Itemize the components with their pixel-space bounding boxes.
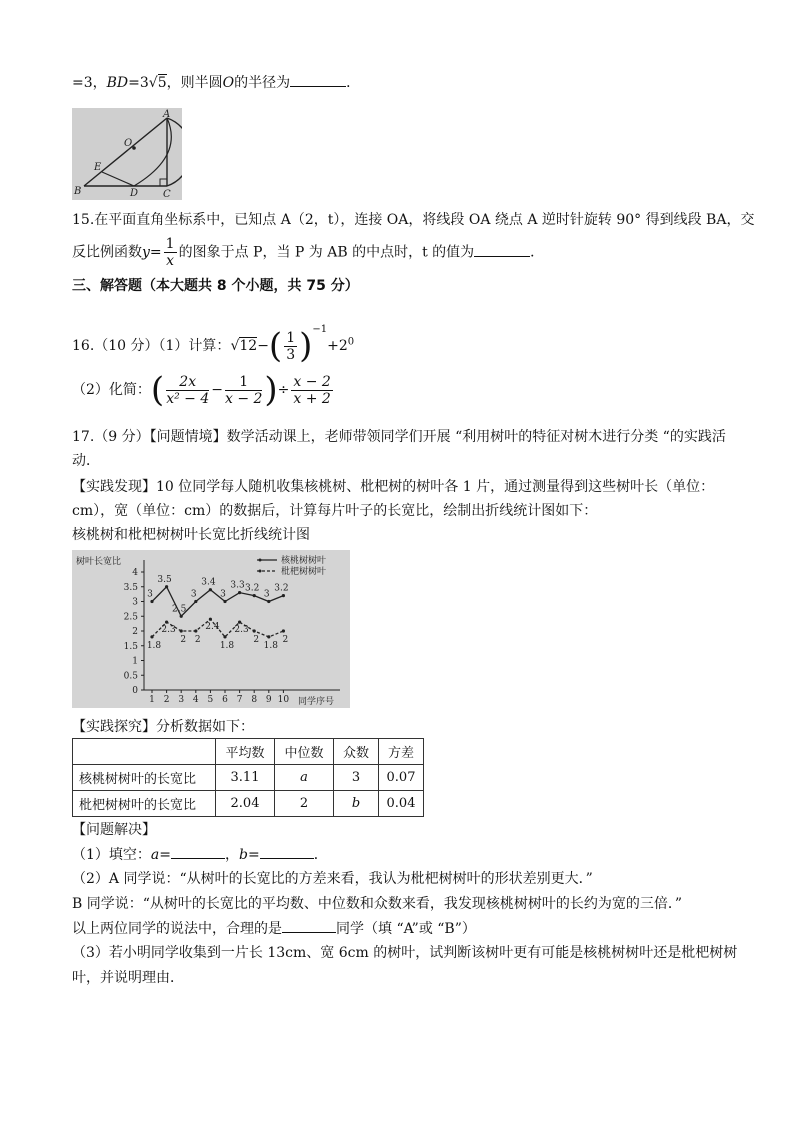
data-label: 2 bbox=[253, 635, 260, 645]
data-label: 2.3 bbox=[161, 625, 176, 636]
data-point bbox=[238, 591, 241, 594]
q17-p1-a: a bbox=[150, 847, 160, 863]
y-tick-label: 3 bbox=[132, 597, 138, 608]
y-tick-label: 4 bbox=[132, 568, 138, 578]
table-cell: a bbox=[275, 765, 334, 791]
q16-part2-label: （2）化简： bbox=[72, 382, 151, 398]
q17-explore: 【实践探究】分析数据如下： bbox=[72, 719, 254, 735]
q17-p3-line1: （3）若小明同学收集到一片长 13cm、宽 6cm 的树叶，试判断该树叶更有可能是核桃树树叶还是枇杷树树 bbox=[72, 945, 738, 961]
q16-div: ÷ bbox=[277, 382, 290, 398]
label-d: D bbox=[130, 188, 139, 199]
q15-period: ． bbox=[530, 244, 545, 261]
q14-bd: BD bbox=[106, 75, 129, 91]
right-paren-icon: ) bbox=[299, 326, 313, 366]
q16-minus-2: − bbox=[211, 382, 223, 398]
table-header-cell bbox=[73, 739, 216, 765]
q17-line3: 【实践发现】10 位同学每人随机收集核桃树、枇杷树的树叶各 1 片，通过测量得到这些树叶长（单位： bbox=[72, 479, 715, 495]
table-cell: 枇杷树树叶的长宽比 bbox=[73, 791, 216, 817]
x-tick-label: 2 bbox=[163, 695, 170, 705]
data-point bbox=[209, 588, 212, 591]
data-point bbox=[238, 621, 241, 624]
q16-part2 bbox=[72, 370, 335, 410]
x-tick-label: 4 bbox=[192, 695, 199, 705]
q17-solve: 【问题解决】 bbox=[72, 822, 156, 838]
data-point bbox=[180, 629, 183, 632]
q16-frac-a bbox=[166, 374, 209, 407]
q16-frac-num: 1 bbox=[286, 329, 296, 346]
y-tick-label: 2.5 bbox=[123, 612, 138, 623]
data-label: 2 bbox=[180, 635, 187, 645]
q16-frac-c bbox=[291, 374, 332, 407]
q17-line1: 17.（9 分）【问题情境】数学活动课上，老师带领同学们开展 “利用树叶的特征对树木进行分类 “的实践活 bbox=[72, 429, 726, 445]
data-label: 2 bbox=[194, 635, 201, 645]
x-axis-label: 同学序号 bbox=[298, 697, 335, 707]
q15-text-b: 的图象于点 P，当 P 为 AB 的中点时，t 的值为 bbox=[178, 244, 475, 261]
y-tick-label: 2 bbox=[132, 627, 138, 637]
q16-exp0: 0 bbox=[347, 336, 355, 348]
table-header-cell: 方差 bbox=[379, 739, 424, 765]
q14-text-b: ，则半圆 bbox=[166, 75, 223, 91]
line-chart bbox=[72, 550, 350, 708]
table-cell: 0.04 bbox=[379, 791, 424, 817]
q16-plus: +2 bbox=[327, 338, 348, 354]
q17-p2-line3-pre: 以上两位同学的说法中，合理的是 bbox=[72, 921, 282, 937]
q14-text-a: =3， bbox=[72, 75, 107, 91]
q14-figure bbox=[72, 108, 182, 200]
data-point bbox=[209, 618, 212, 621]
data-point bbox=[282, 629, 285, 632]
y-tick-label: 0 bbox=[132, 686, 138, 696]
q16-sqrt12: 12 bbox=[239, 338, 258, 354]
q17-p1 bbox=[72, 844, 328, 865]
left-paren-icon: ( bbox=[150, 370, 165, 410]
data-label: 2.5 bbox=[172, 604, 187, 615]
q14-bd-eq: =3 bbox=[128, 75, 149, 91]
q16-part1-label: 16.（10 分）（1）计算： bbox=[72, 338, 231, 354]
table-cell: 3.11 bbox=[216, 765, 275, 791]
x-tick-label: 8 bbox=[251, 695, 258, 705]
q17-p1-mid: ， bbox=[225, 847, 240, 863]
label-c: C bbox=[163, 189, 171, 200]
q14-period: ． bbox=[346, 75, 361, 91]
q17-p1-end: ． bbox=[313, 847, 328, 863]
data-point bbox=[267, 635, 270, 638]
sqrt-icon: √ bbox=[148, 75, 158, 91]
q17-line4: cm），宽（单位：cm）的数据后，计算每片叶子的长宽比，绘制出折线统计图如下： bbox=[72, 503, 598, 519]
q15-fraction bbox=[164, 236, 177, 269]
data-label: 3.2 bbox=[274, 583, 289, 594]
label-o: O bbox=[124, 138, 133, 149]
data-label: 1.8 bbox=[263, 640, 278, 651]
label-a: A bbox=[163, 109, 171, 120]
table-cell: b bbox=[334, 791, 379, 817]
data-label: 2.3 bbox=[234, 625, 249, 636]
q16-frac-b bbox=[225, 374, 262, 407]
q17-p2-line1: （2）A 同学说：“从树叶的长宽比的方差来看，我认为枇杷树树叶的形状差别更大．” bbox=[72, 871, 593, 887]
data-point bbox=[150, 635, 153, 638]
table-cell: 核桃树树叶的长宽比 bbox=[73, 765, 216, 791]
q14-sqrt5: 5 bbox=[157, 75, 167, 91]
data-point bbox=[165, 621, 168, 624]
q17-p2-line3-post: 同学（填 “A”或 “B”） bbox=[336, 921, 476, 937]
q15-line1: 15.在平面直角坐标系中，已知点 A（2，t），连接 OA，将线段 OA 绕点 A 逆时针旋转 90° 得到线段 BA，交 bbox=[72, 212, 755, 228]
y-tick-label: 1.5 bbox=[123, 641, 138, 652]
data-point bbox=[253, 594, 256, 597]
q17-p1-label: （1）填空： bbox=[72, 847, 151, 863]
x-tick-label: 6 bbox=[222, 695, 228, 705]
data-point bbox=[282, 594, 285, 597]
data-point bbox=[194, 629, 197, 632]
data-label: 3 bbox=[263, 589, 270, 600]
x-tick-label: 5 bbox=[207, 695, 214, 705]
data-label: 3.2 bbox=[245, 583, 260, 594]
legend-label: 枇杷树树叶 bbox=[281, 567, 327, 577]
data-label: 2 bbox=[282, 635, 289, 645]
data-point bbox=[223, 600, 226, 603]
q14-o: O bbox=[222, 75, 235, 91]
y-axis-label: 树叶长宽比 bbox=[76, 557, 122, 567]
data-label: 3.5 bbox=[157, 574, 172, 585]
data-label: 2.4 bbox=[205, 622, 220, 633]
table-header-cell: 众数 bbox=[334, 739, 379, 765]
semicircle-figure-icon bbox=[72, 108, 182, 200]
table-cell: 2.04 bbox=[216, 791, 275, 817]
label-b: B bbox=[74, 186, 82, 197]
left-paren-icon: ( bbox=[268, 326, 283, 366]
x-tick-label: 10 bbox=[277, 695, 290, 705]
data-label: 1.8 bbox=[219, 640, 235, 651]
data-label: 3.4 bbox=[201, 577, 216, 588]
x-tick-label: 9 bbox=[265, 695, 272, 705]
data-label: 3 bbox=[220, 589, 226, 600]
y-tick-label: 0.5 bbox=[123, 671, 138, 682]
q14-answer-blank[interactable] bbox=[290, 72, 346, 87]
q17-p1-eq1: = bbox=[159, 847, 172, 863]
q16-exp: −1 bbox=[312, 324, 328, 335]
data-point bbox=[150, 600, 153, 603]
answer-blank-b[interactable] bbox=[260, 844, 314, 859]
x-tick-label: 3 bbox=[178, 695, 185, 705]
label-e: E bbox=[94, 162, 102, 173]
data-label: 3 bbox=[147, 589, 153, 600]
legend-label: 核桃树树叶 bbox=[281, 556, 327, 566]
chart-photo bbox=[72, 550, 350, 708]
table-cell: 2 bbox=[275, 791, 334, 817]
stats-table bbox=[72, 738, 424, 817]
section-3-title: 三、解答题（本大题共 8 个小题，共 75 分） bbox=[72, 278, 359, 294]
q16-frac-den: 3 bbox=[286, 346, 296, 363]
data-point bbox=[194, 600, 197, 603]
right-paren-icon: ) bbox=[264, 370, 278, 410]
x-tick-label: 1 bbox=[149, 695, 155, 705]
table-cell: 3 bbox=[334, 765, 379, 791]
y-tick-label: 3.5 bbox=[123, 582, 138, 593]
x-tick-label: 7 bbox=[236, 695, 243, 705]
table-header-cell: 中位数 bbox=[275, 739, 334, 765]
q15-y: y bbox=[142, 244, 150, 261]
q17-line2: 动． bbox=[72, 453, 100, 469]
q16-c-num: x − 2 bbox=[293, 373, 331, 390]
table-row bbox=[73, 765, 424, 791]
q16-a-den: x² − 4 bbox=[166, 390, 210, 407]
q14-text-c: 的半径为 bbox=[234, 75, 291, 91]
data-point bbox=[180, 615, 183, 618]
q15-frac-den: x bbox=[166, 253, 175, 269]
data-point bbox=[267, 600, 270, 603]
legend-marker bbox=[259, 570, 262, 573]
q16-b-den: x − 2 bbox=[224, 390, 263, 407]
q17-p2-line3 bbox=[72, 918, 476, 939]
data-point bbox=[253, 629, 256, 632]
data-point bbox=[223, 635, 226, 638]
answer-blank-a[interactable] bbox=[171, 844, 225, 859]
q17-p1-b: b bbox=[239, 847, 248, 863]
q16-c-den: x + 2 bbox=[293, 390, 331, 407]
data-point bbox=[165, 585, 168, 588]
table-cell: 0.07 bbox=[379, 765, 424, 791]
q15-frac-num: 1 bbox=[165, 236, 175, 252]
data-label: 3.3 bbox=[230, 580, 245, 591]
q16-fraction bbox=[284, 330, 297, 363]
q14-tail bbox=[72, 72, 360, 93]
table-header-cell: 平均数 bbox=[216, 739, 275, 765]
q16-a-num: 2x bbox=[166, 374, 209, 391]
q15-text-a: 反比例函数 bbox=[72, 244, 142, 261]
q16-minus: − bbox=[257, 338, 269, 354]
q17-p2-line2: B 同学说：“从树叶的长宽比的平均数、中位数和众数来看，我发现核桃树树叶的长约为宽的三倍．” bbox=[72, 896, 683, 912]
answer-blank-student[interactable] bbox=[282, 918, 336, 933]
table-row bbox=[73, 791, 424, 817]
y-tick-label: 1 bbox=[132, 656, 138, 667]
q16-b-num: 1 bbox=[225, 374, 262, 391]
q17-p3-line2: 叶，并说明理由． bbox=[72, 970, 184, 986]
table-header-row bbox=[73, 739, 424, 765]
q15-eq: = bbox=[149, 244, 162, 261]
sqrt-icon: √ bbox=[230, 338, 240, 354]
chart-title: 核桃树和枇杷树树叶长宽比折线统计图 bbox=[72, 527, 310, 543]
data-label: 3 bbox=[190, 589, 197, 600]
data-label: 1.8 bbox=[146, 640, 162, 651]
q16-part1 bbox=[72, 312, 354, 364]
q17-p1-eq2: = bbox=[247, 847, 260, 863]
q15-answer-blank[interactable] bbox=[474, 242, 530, 257]
q15-line2 bbox=[72, 236, 544, 269]
legend-marker bbox=[259, 559, 262, 562]
